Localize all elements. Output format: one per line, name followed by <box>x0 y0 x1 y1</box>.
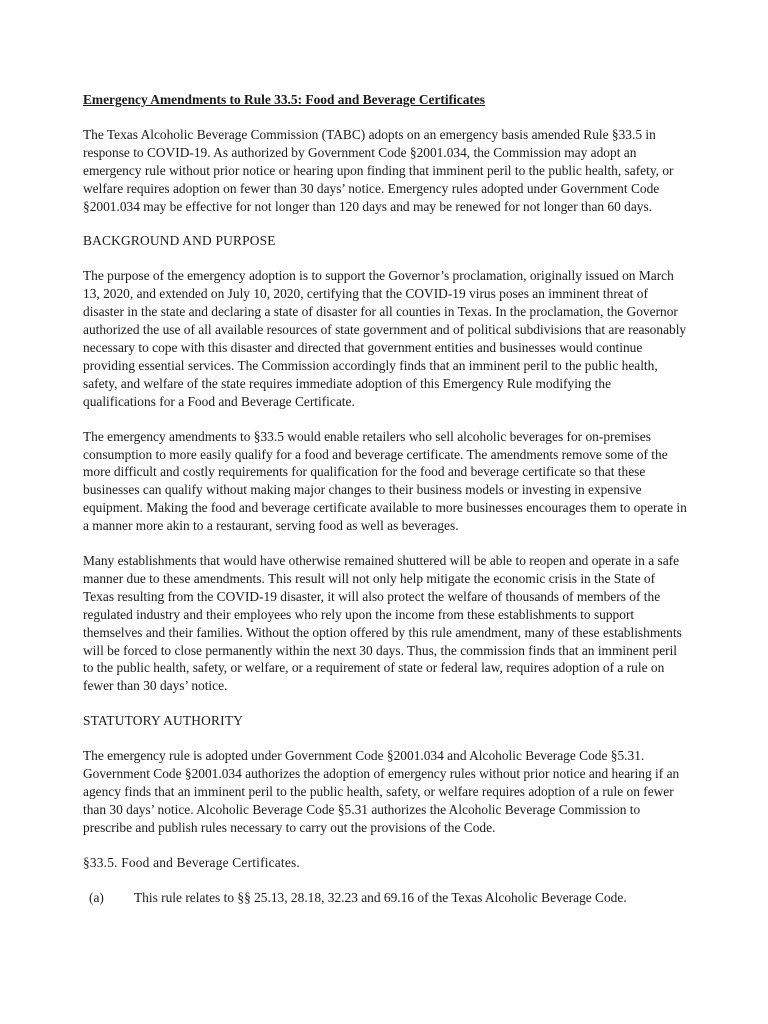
background-paragraph-3: Many establishments that would have otherwise remained shuttered will be able to reopen and operate in a safe manner due to these amendments. This result will not only help mitigate the economic crisis in the State of Texas resulting from the COVID-19 disaster, it will also protect the welfare of thousands of members of the regulated industry and their employees who rely upon the income from these establishments to support themselves and their families. Without the option offered by this rule amendment, many of these establishments will be forced to close permanently within the next 30 days. Thus, the commission finds that an imminent peril to the public health, safety, or welfare, or a requirement of state or federal law, requires adoption of a rule on fewer than 30 days’ notice. <box>83 553 682 694</box>
background-heading: BACKGROUND AND PURPOSE <box>83 233 276 249</box>
intro-paragraph: The Texas Alcoholic Beverage Commission (TABC) adopts on an emergency basis amended Rule §33.5 in response to COVID-19. As authorized by Government Code §2001.034, the Commission may adopt an emergency rule without prior notice or hearing upon finding that imminent peril to the public health, safety, or welfare requires adoption on fewer than 30 days’ notice. Emergency rules adopted under Government Code §2001.034 may be effective for not longer than 120 days and may be renewed for not longer than 60 days. <box>83 126 674 214</box>
rule-item-text: This rule relates to §§ 25.13, 28.18, 32.23 and 69.16 of the Texas Alcoholic Beverage Code. <box>134 889 627 905</box>
statutory-heading: STATUTORY AUTHORITY <box>83 713 244 729</box>
document-page <box>83 91 687 907</box>
statutory-paragraph: The emergency rule is adopted under Government Code §2001.034 and Alcoholic Beverage Code §5.31. Government Code §2001.034 authorizes the adoption of emergency rules without prior notice and hearing if an agency finds that an imminent peril to the public health, safety, or welfare requires adoption of a rule on fewer than 30 days’ notice. Alcoholic Beverage Code §5.31 authorizes the Alcoholic Beverage Commission to prescribe and publish rules necessary to carry out the provisions of the Code. <box>83 748 680 835</box>
rule-heading: §33.5. Food and Beverage Certificates. <box>83 854 300 870</box>
background-paragraph-2: The emergency amendments to §33.5 would enable retailers who sell alcoholic beverages for on-premises consumption to more easily qualify for a food and beverage certificate. The amendments remove some of the more difficult and costly requirements for qualification for the food and beverage certificate so that these businesses can qualify without making major changes to their business models or investing in expensive equipment. Making the food and beverage certificate available to more businesses encourages them to operate in a manner more akin to a restaurant, serving food as well as beverages. <box>83 428 687 534</box>
rule-item <box>83 889 687 907</box>
document-title: Emergency Amendments to Rule 33.5: Food and Beverage Certificates <box>83 92 486 107</box>
background-paragraph-1: The purpose of the emergency adoption is to support the Governor’s proclamation, originally issued on March 13, 2020, and extended on July 10, 2020, certifying that the COVID-19 virus poses an imminent threat of disaster in the state and declaring a state of disaster for all counties in Texas. In the proclamation, the Governor authorized the use of all available resources of state government and of political subdivisions that are reasonably necessary to cope with this disaster and directed that government entities and businesses would continue providing essential services. The Commission accordingly finds that an imminent peril to the public health, safety, and welfare of the state requires immediate adoption of this Emergency Rule modifying the qualifications for a Food and Beverage Certificate. <box>83 268 687 409</box>
rule-item-marker: (a) <box>89 889 104 905</box>
